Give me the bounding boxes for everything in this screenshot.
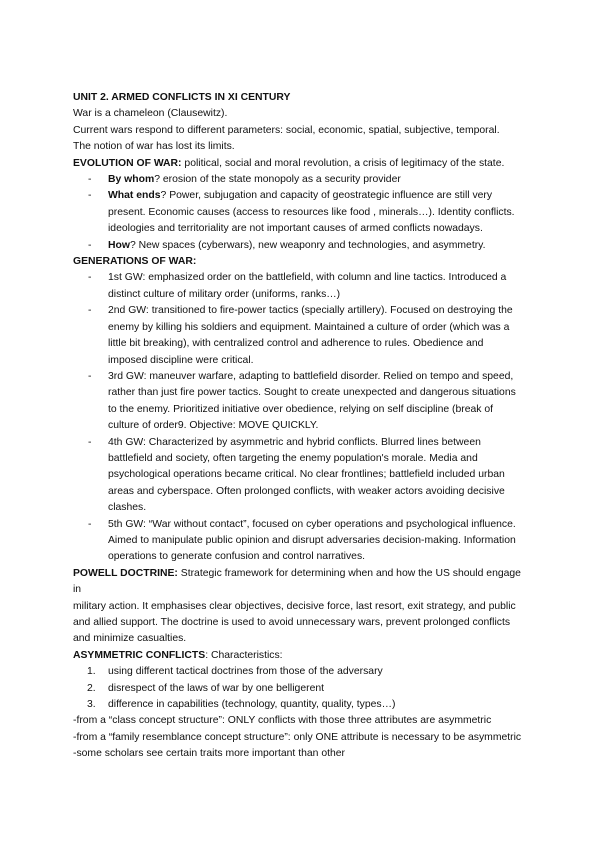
- powell-heading: POWELL DOCTRINE:: [73, 567, 178, 579]
- item-text: imposed discipline were critical.: [108, 354, 254, 366]
- list-item: [73, 681, 530, 697]
- intro-line: War is a chameleon (Clausewitz).: [73, 108, 228, 120]
- list-item: [73, 188, 530, 237]
- item-text: ? New spaces (cyberwars), new weaponry and technologies, and asymmetry.: [129, 239, 486, 251]
- dash-bullet: -: [88, 272, 92, 284]
- paragraph-text: Strategic framework for determining when and how the US should engage in: [73, 567, 521, 596]
- powell-paragraph: [73, 566, 530, 599]
- dash-bullet: -: [88, 239, 92, 251]
- paragraph-text: and minimize casualties.: [73, 633, 187, 645]
- item-text: 3rd GW: maneuver warfare, adapting to battlefield disorder. Relied on tempo and speed,: [108, 370, 514, 382]
- item-text: 2nd GW: transitioned to fire-power tactics (specially artillery). Focused on destroying the: [108, 305, 513, 317]
- note-line: -from a “class concept structure”: ONLY conflicts with those three attributes are asymmetric: [73, 715, 492, 727]
- generations-heading: GENERATIONS OF WAR:: [73, 256, 197, 268]
- dash-bullet: -: [88, 370, 92, 382]
- item-text: ? erosion of the state monopoly as a security provider: [154, 174, 401, 186]
- list-item: [73, 270, 530, 303]
- item-text: clashes.: [108, 502, 147, 514]
- dash-bullet: -: [88, 190, 92, 202]
- generations-list: [73, 270, 530, 565]
- item-term: How: [108, 239, 130, 251]
- evolution-paragraph: [73, 156, 530, 172]
- list-item: [73, 172, 530, 188]
- note-line: -from a “family resemblance concept structure”: only ONE attribute is necessary to be asymmetric: [73, 731, 522, 743]
- item-text: to the enemy. Prioritized initiative over obedience, relying on self discipline (break of: [108, 403, 494, 415]
- item-text: present. Economic causes (access to resources like food , minerals…). Identity conflicts.: [108, 206, 515, 218]
- item-text: ideologies and territoriality are not important causes of armed conflicts nowadays.: [108, 223, 483, 235]
- list-item: [73, 664, 530, 680]
- item-text: using different tactical doctrines from those of the adversary: [108, 666, 383, 678]
- item-text: little bit breaking), with centralized control and adherence to rules. Obedience and: [108, 338, 484, 350]
- evolution-text: political, social and moral revolution, a crisis of legitimacy of the state.: [181, 157, 505, 169]
- list-item: [73, 697, 530, 713]
- list-number: 1.: [87, 666, 96, 678]
- dash-bullet: -: [88, 174, 92, 186]
- list-item: [73, 238, 530, 254]
- dash-bullet: -: [88, 305, 92, 317]
- intro-line: The notion of war has lost its limits.: [73, 141, 235, 153]
- item-text: 4th GW: Characterized by asymmetric and hybrid conflicts. Blurred lines between: [108, 436, 481, 448]
- list-item: [73, 435, 530, 517]
- intro-line: Current wars respond to different parameters: social, economic, spatial, subjective, temporal.: [73, 124, 500, 136]
- item-text: disrespect of the laws of war by one belligerent: [108, 682, 325, 694]
- item-text: battlefield and society, often targeting the enemy population's morale. Media and: [108, 452, 478, 464]
- paragraph-text: military action. It emphasises clear objectives, decisive force, last resort, exit strategy, and public: [73, 600, 516, 612]
- item-text: distinct culture of military order (uniforms, ranks…): [108, 288, 341, 300]
- asymmetric-paragraph: [73, 648, 530, 664]
- evolution-heading: EVOLUTION OF WAR:: [73, 157, 182, 169]
- item-text: difference in capabilities (technology, quantity, quality, types…): [108, 699, 396, 711]
- dash-bullet: -: [88, 518, 92, 530]
- asymmetric-list: [73, 664, 530, 713]
- paragraph-text: : Characteristics:: [205, 649, 283, 661]
- item-text: culture of order9. Objective: MOVE QUICKLY.: [108, 420, 319, 432]
- paragraph-text: and allied support. The doctrine is used to avoid unnecessary wars, prevent prolonged conflicts: [73, 617, 511, 628]
- item-text: enemy by killing his soldiers and equipment. Maintained a culture of order (which was a: [108, 321, 510, 333]
- item-text: 1st GW: emphasized order on the battlefield, with column and line tactics. Introduced a: [108, 272, 507, 284]
- item-text: rather than just fire power tactics. Sought to create unexpected and dangerous situations: [108, 387, 516, 399]
- list-number: 3.: [87, 699, 96, 711]
- evolution-list: [73, 172, 530, 254]
- item-text: areas and cyberspace. Often prolonged conflicts, with weaker actors avoiding decisive: [108, 485, 505, 497]
- dash-bullet: -: [88, 436, 92, 448]
- item-text: Aimed to manipulate public opinion and disrupt adversaries decision-making. Information: [108, 534, 516, 546]
- list-item: [73, 303, 530, 369]
- item-text: operations to generate confusion and control narratives.: [108, 551, 366, 563]
- item-term: What ends: [108, 190, 161, 202]
- list-item: [73, 369, 530, 435]
- item-text: psychological operations became critical. No clear frontlines; battlefield included urban: [108, 469, 505, 481]
- item-term: By whom: [108, 174, 155, 186]
- list-item: [73, 517, 530, 566]
- list-number: 2.: [87, 682, 96, 694]
- item-text: 5th GW: “War without contact”, focused on cyber operations and psychological influence.: [108, 518, 516, 530]
- unit-title: UNIT 2. ARMED CONFLICTS IN XI CENTURY: [73, 92, 291, 103]
- note-line: -some scholars see certain traits more important than other: [73, 748, 346, 760]
- asymmetric-heading: ASYMMETRIC CONFLICTS: [73, 649, 206, 661]
- item-text: ? Power, subjugation and capacity of geostrategic influence are still very: [160, 190, 493, 202]
